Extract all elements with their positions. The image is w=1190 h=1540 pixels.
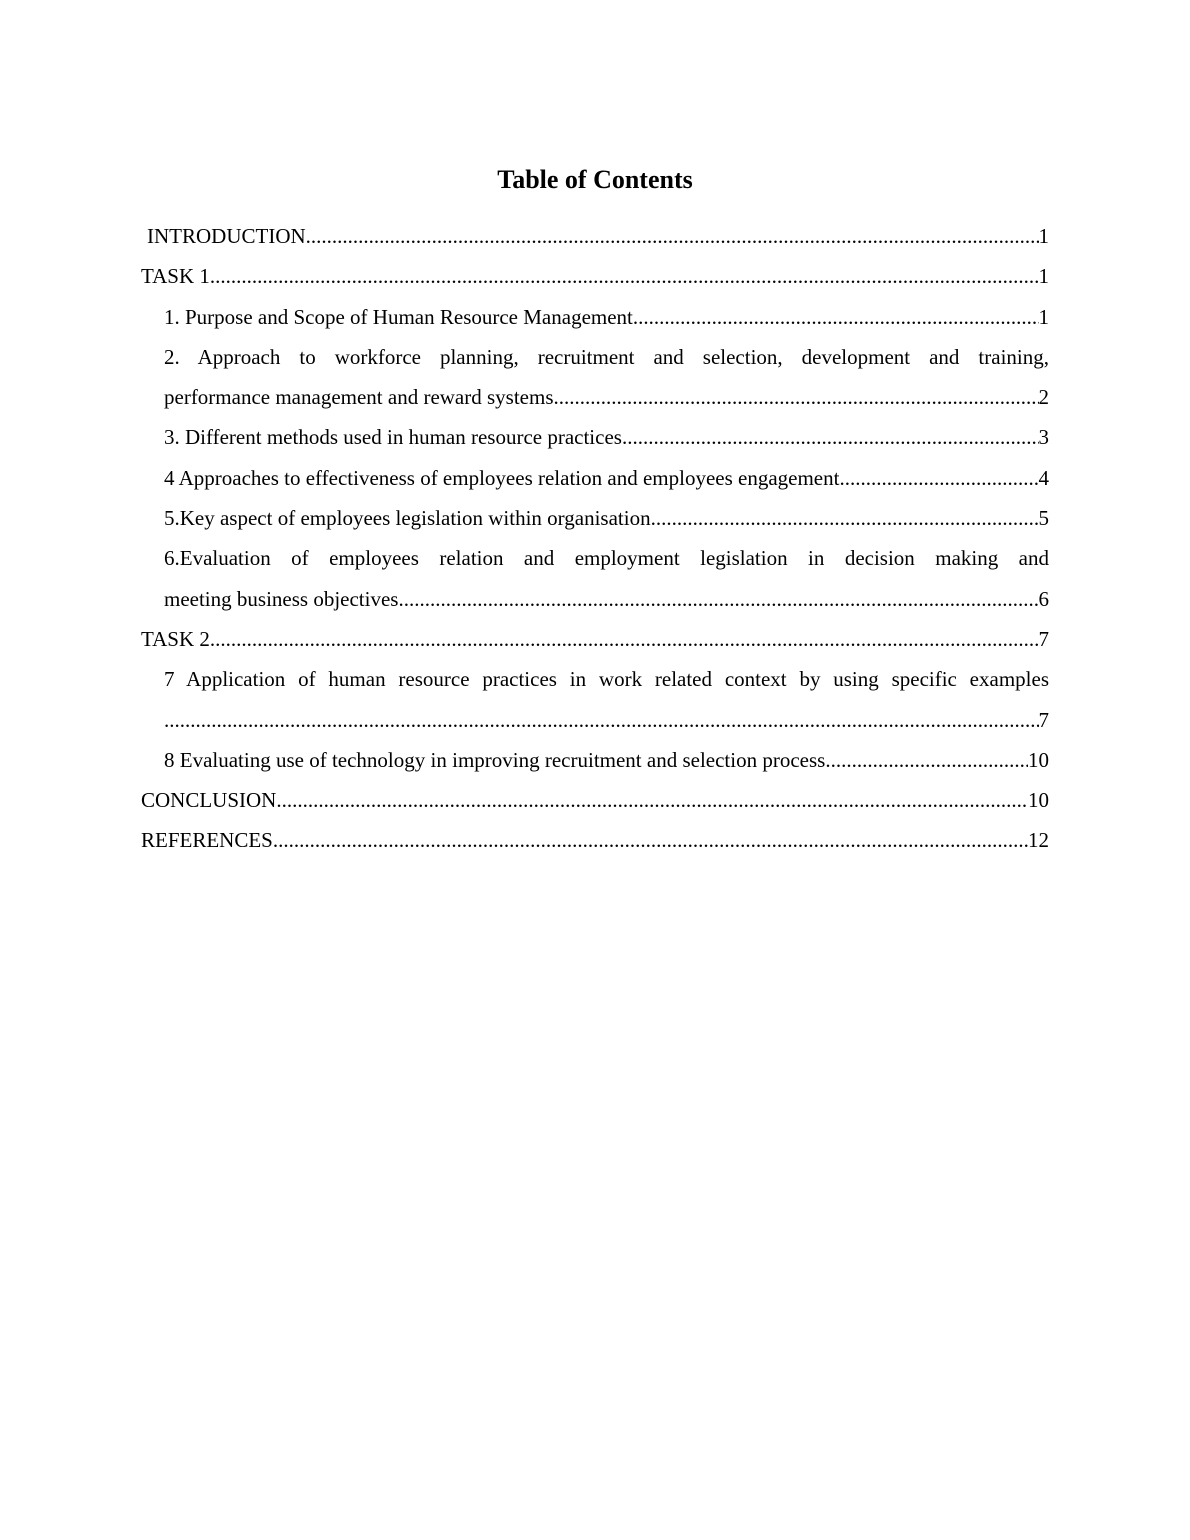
toc-dot-leader xyxy=(651,498,1039,538)
toc-entry-label: 1. Purpose and Scope of Human Resource Management xyxy=(164,304,633,329)
toc-entry[interactable] xyxy=(141,498,1049,538)
toc-page-number: 4 xyxy=(1038,465,1049,490)
toc-entry-leader-line xyxy=(147,216,1049,256)
toc-page-number: 7 xyxy=(1038,626,1049,651)
toc-entry[interactable] xyxy=(141,458,1049,498)
toc-entry-label: TASK 1 xyxy=(141,264,210,289)
toc-entry[interactable] xyxy=(141,417,1049,457)
toc-dot-leader xyxy=(164,700,1039,740)
toc-entry-line: 2. Approach to workforce planning, recruitment and selection, development and training, xyxy=(164,344,1049,369)
toc-page-number: 10 xyxy=(1028,747,1049,772)
toc-dot-leader xyxy=(398,579,1038,619)
toc-entry[interactable] xyxy=(141,337,1049,418)
toc-entry-label: TASK 2 xyxy=(141,626,210,651)
toc-entry-line: 6.Evaluation of employees relation and employment legislation in decision making and xyxy=(164,546,1049,571)
toc-entry-leader-line xyxy=(164,417,1049,457)
table-of-contents xyxy=(141,216,1049,861)
toc-entry[interactable] xyxy=(141,780,1049,820)
toc-entry-leader-line xyxy=(164,458,1049,498)
toc-dot-leader xyxy=(306,216,1039,256)
toc-page-number: 1 xyxy=(1038,224,1049,248)
toc-dot-leader xyxy=(210,619,1039,659)
toc-entry[interactable] xyxy=(141,216,1049,256)
toc-page-number: 7 xyxy=(1038,707,1049,732)
toc-entry-leader-line xyxy=(164,700,1049,740)
toc-entry-leader-line xyxy=(141,780,1049,820)
toc-dot-leader xyxy=(273,820,1028,860)
toc-dot-leader xyxy=(839,458,1038,498)
toc-entry-label: REFERENCES xyxy=(141,828,273,853)
toc-entry-label: 5.Key aspect of employees legislation within organisation xyxy=(164,506,651,531)
toc-dot-leader xyxy=(276,780,1028,820)
toc-entry-leader-line xyxy=(164,498,1049,538)
toc-page-number: 1 xyxy=(1038,264,1049,289)
toc-dot-leader xyxy=(554,377,1039,417)
toc-entry[interactable] xyxy=(141,256,1049,296)
toc-entry-label: 3. Different methods used in human resource practices xyxy=(164,425,622,450)
toc-entry-leader-line xyxy=(164,377,1049,417)
toc-dot-leader xyxy=(825,740,1028,780)
toc-entry-leader-line xyxy=(164,579,1049,619)
toc-entry-leader-line xyxy=(141,619,1049,659)
toc-entry-leader-line xyxy=(141,256,1049,296)
toc-page-number: 2 xyxy=(1038,385,1049,410)
toc-dot-leader xyxy=(633,297,1039,337)
toc-page-number: 3 xyxy=(1038,425,1049,450)
toc-entry-leader-line xyxy=(164,740,1049,780)
toc-entry-line: 7 Application of human resource practices in work related context by using specific examples xyxy=(164,667,1049,692)
toc-page-number: 10 xyxy=(1028,788,1049,813)
toc-entry-leader-line xyxy=(141,820,1049,860)
toc-entry-label: 4 Approaches to effectiveness of employees relation and employees engagement xyxy=(164,465,840,490)
toc-page-number: 12 xyxy=(1028,828,1049,853)
toc-entry[interactable] xyxy=(141,538,1049,619)
toc-entry-label: INTRODUCTION xyxy=(147,224,306,248)
toc-page-number: 5 xyxy=(1038,506,1049,531)
toc-page-number: 1 xyxy=(1038,304,1049,329)
toc-dot-leader xyxy=(210,256,1039,296)
toc-entry[interactable] xyxy=(141,820,1049,860)
toc-entry-label: CONCLUSION xyxy=(141,788,277,813)
toc-entry[interactable] xyxy=(141,740,1049,780)
toc-dot-leader xyxy=(622,417,1039,457)
toc-page-number: 6 xyxy=(1038,586,1049,611)
toc-entry-leader-line xyxy=(164,297,1049,337)
toc-entry-label: performance management and reward systems xyxy=(164,385,554,410)
toc-title: Table of Contents xyxy=(497,165,693,194)
toc-entry-label: meeting business objectives xyxy=(164,586,399,611)
toc-entry[interactable] xyxy=(141,619,1049,659)
toc-entry[interactable] xyxy=(141,297,1049,337)
toc-entry-label: 8 Evaluating use of technology in improving recruitment and selection process xyxy=(164,747,826,772)
toc-entry[interactable] xyxy=(141,659,1049,740)
